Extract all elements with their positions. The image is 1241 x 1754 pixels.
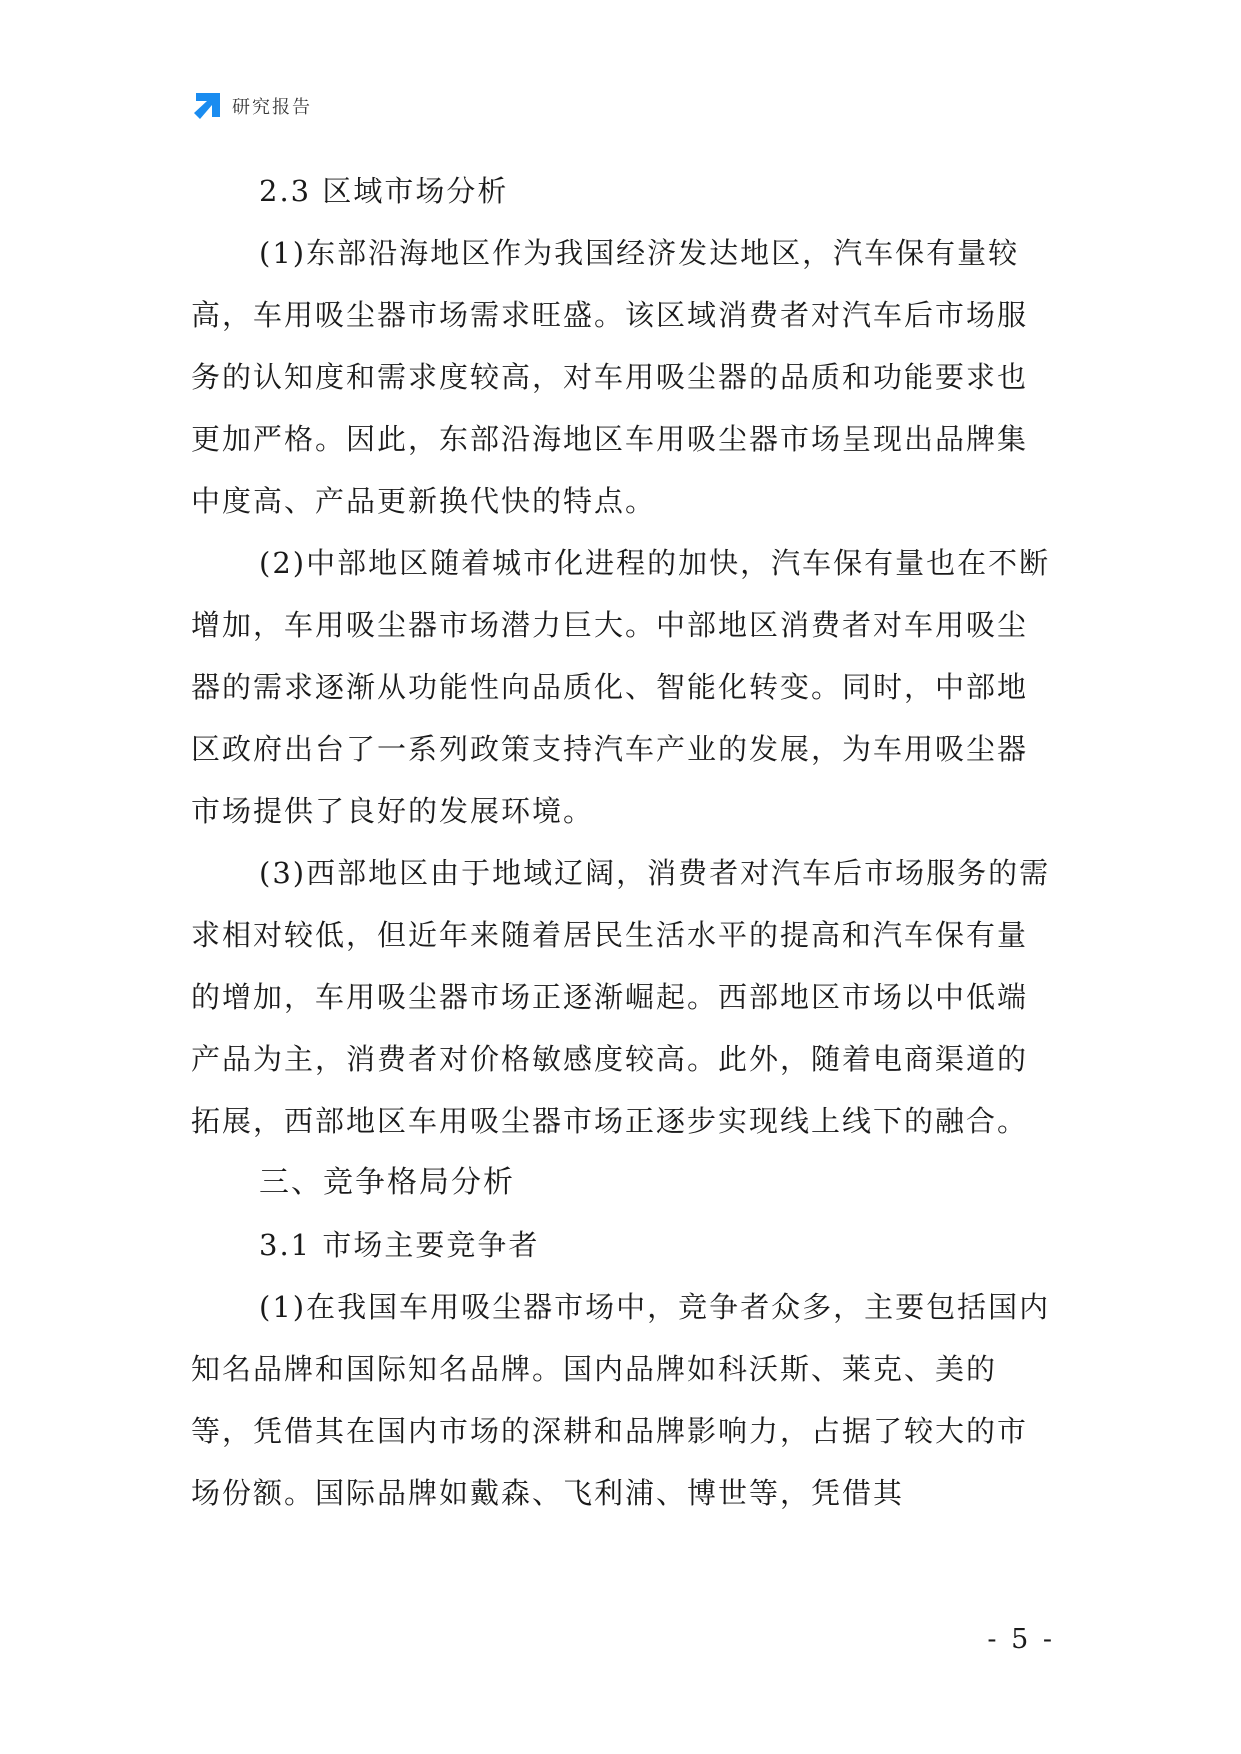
header-label: 研究报告 xyxy=(232,97,312,118)
section-3-title: 三、竞争格局分析 xyxy=(259,1165,515,1200)
page-number: - 5 - xyxy=(987,1624,1055,1655)
arrow-logo-icon xyxy=(190,89,224,123)
report-header xyxy=(190,89,312,123)
paragraph-central-region: (2)中部地区随着城市化进程的加快，汽车保有量也在不断增加，车用吸尘器市场潜力巨大。中部地区消费者对车用吸尘器的需求逐渐从功能性向品质化、智能化转变。同时，中部地区政府出台了一系列政策支持汽车产业的发展，为车用吸尘器市场提供了良好的发展环境。 xyxy=(191,546,1051,828)
paragraph-west-region: (3)西部地区由于地域辽阔，消费者对汽车后市场服务的需求相对较低，但近年来随着居民生活水平的提高和汽车保有量的增加，车用吸尘器市场正逐渐崛起。西部地区市场以中低端产品为主，消费者对价格敏感度较高。此外，随着电商渠道的拓展，西部地区车用吸尘器市场正逐步实现线上线下的融合。 xyxy=(191,856,1051,1138)
paragraph-main-competitors: (1)在我国车用吸尘器市场中，竞争者众多，主要包括国内知名品牌和国际知名品牌。国内品牌如科沃斯、莱克、美的等，凭借其在国内市场的深耕和品牌影响力，占据了较大的市场份额。国际品牌如戴森、飞利浦、博世等，凭借其 xyxy=(191,1290,1051,1510)
paragraph-east-region: (1)东部沿海地区作为我国经济发达地区，汽车保有量较高，车用吸尘器市场需求旺盛。该区域消费者对汽车后市场服务的认知度和需求度较高，对车用吸尘器的品质和功能要求也更加严格。因此，东部沿海地区车用吸尘器市场呈现出品牌集中度高、产品更新换代快的特点。 xyxy=(191,236,1029,518)
section-3-1-title: 3.1 市场主要竞争者 xyxy=(259,1228,540,1262)
document-body xyxy=(191,160,1055,1524)
section-2-3-title: 2.3 区域市场分析 xyxy=(259,174,509,208)
